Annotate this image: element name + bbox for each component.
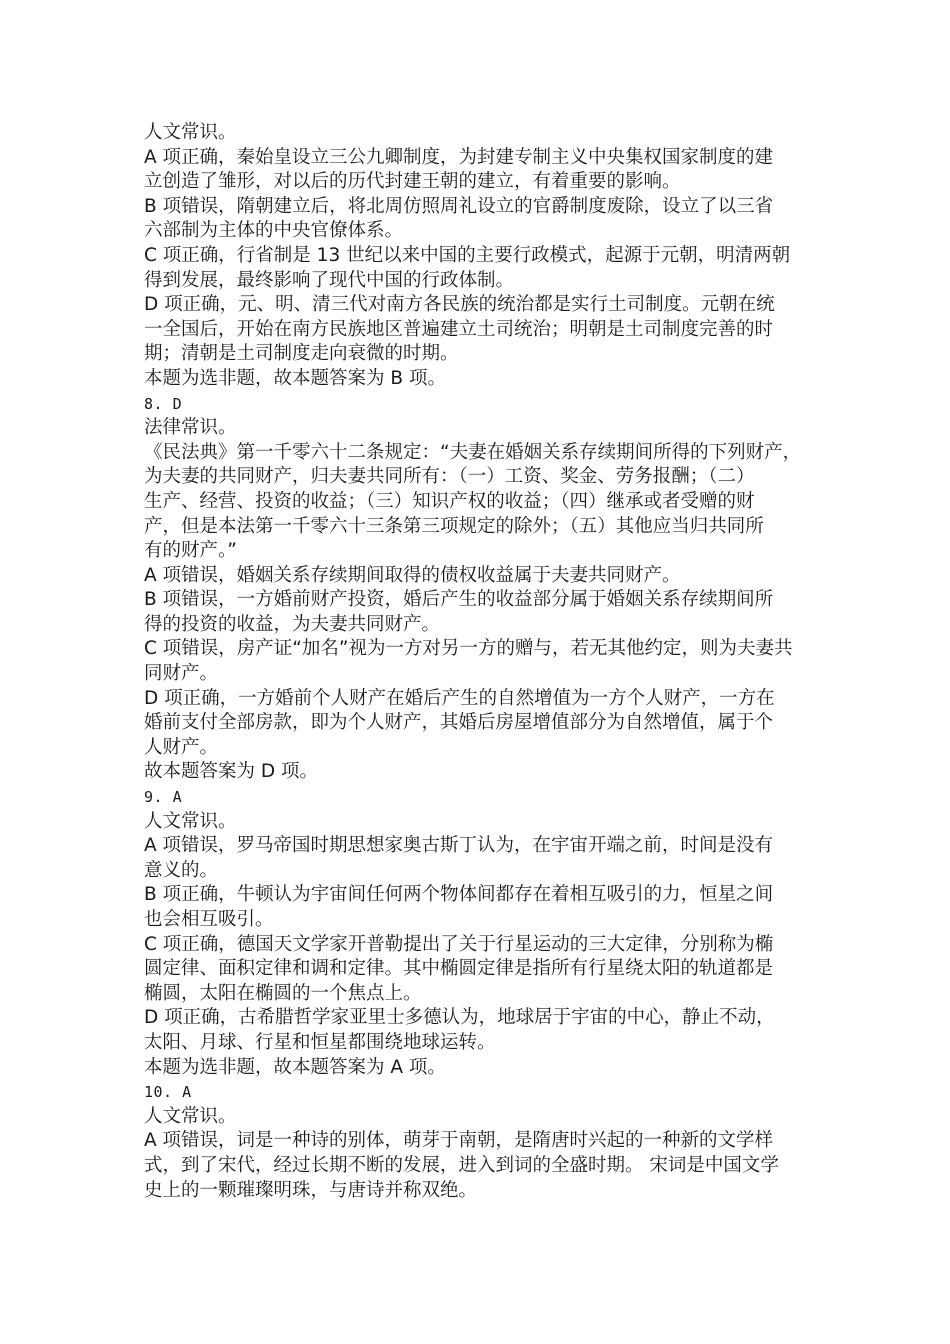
text-line: 《民法典》第一千零六十二条规定：“夫妻在婚姻关系存续期间所得的下列财产，: [144, 441, 802, 463]
text-line: 立创造了雏形，对以后的历代封建王朝的建立，有着重要的影响。: [144, 171, 681, 193]
text-line: 同财产。: [144, 663, 219, 685]
text-line: A 项错误，罗马帝国时期思想家奥古斯丁认为，在宇宙开端之前，时间是没有: [144, 835, 774, 857]
text-line: A 项正确，秦始皇设立三公九卿制度，为封建专制主义中央集权国家制度的建: [144, 146, 774, 168]
text-line: B 项正确，牛顿认为宇宙间任何两个物体间都存在着相互吸引的力，恒星之间: [144, 884, 774, 906]
text-line: 得的投资的收益，为夫妻共同财产。: [144, 613, 441, 635]
text-line: 生产、经营、投资的收益；（三）知识产权的收益；（四）继承或者受赠的财: [144, 490, 755, 512]
text-line: 本题为选非题，故本题答案为 B 项。: [144, 367, 446, 389]
text-line: 人文常识。: [144, 810, 237, 832]
text-line: B 项错误，一方婚前财产投资，婚后产生的收益部分属于婚姻关系存续期间所: [144, 589, 774, 611]
text-line: 意义的。: [144, 859, 219, 881]
text-line: 圆定律、面积定律和调和定律。其中椭圆定律是指所有行星绕太阳的轨道都是: [144, 958, 774, 980]
text-line: 六部制为主体的中央官僚体系。: [144, 220, 404, 242]
text-line: C 项正确，德国天文学家开普勒提出了关于行星运动的三大定律，分别称为椭: [144, 933, 774, 955]
text-line: 法律常识。: [144, 417, 237, 439]
text-line: C 项错误，房产证“加名”视为一方对另一方的赠与，若无其他约定，则为夫妻共: [144, 638, 793, 660]
text-line: 产，但是本法第一千零六十三条第三项规定的除外；（五）其他应当归共同所: [144, 515, 764, 537]
text-line: C 项正确，行省制是 13 世纪以来中国的主要行政模式，起源于元朝，明清两朝: [144, 244, 791, 266]
text-line: B 项错误，隋朝建立后，将北周仿照周礼设立的官爵制度废除，设立了以三省: [144, 195, 774, 217]
text-line: 得到发展，最终影响了现代中国的行政体制。: [144, 269, 515, 291]
question-number: 9. A: [144, 788, 183, 807]
text-line: A 项错误，婚姻关系存续期间取得的债权收益属于夫妻共同财产。: [144, 564, 681, 586]
text-line: 有的财产。”: [144, 540, 237, 562]
text-line: 人文常识。: [144, 122, 237, 143]
text-line: 本题为选非题，故本题答案为 A 项。: [144, 1056, 446, 1078]
text-line: D 项正确，元、明、清三代对南方各民族的统治都是实行土司制度。元朝在统: [144, 294, 775, 316]
question-number: 8. D: [144, 394, 183, 413]
text-line: 一全国后，开始在南方民族地区普遍建立土司统治；明朝是土司制度完善的时: [144, 318, 774, 340]
text-line: 人财产。: [144, 736, 219, 758]
question-number: 10. A: [144, 1083, 192, 1102]
text-line: 太阳、月球、行星和恒星都围绕地球运转。: [144, 1031, 496, 1053]
text-line: 故本题答案为 D 项。: [144, 761, 319, 783]
text-line: 式，到了宋代，经过长期不断的发展，进入到词的全盛时期。 宋词是中国文学: [144, 1154, 779, 1176]
text-line: A 项错误，词是一种诗的别体，萌芽于南朝，是隋唐时兴起的一种新的文学样: [144, 1130, 774, 1152]
text-line: 婚前支付全部房款，即为个人财产，其婚后房屋增值部分为自然增值，属于个: [144, 712, 774, 734]
text-line: 也会相互吸引。: [144, 909, 274, 930]
text-line: D 项正确，古希腊哲学家亚里士多德认为，地球居于宇宙的中心，静止不动，: [144, 1007, 775, 1029]
text-line: 人文常识。: [144, 1105, 237, 1127]
document-page: [144, 121, 816, 1203]
text-line: D 项正确，一方婚前个人财产在婚后产生的自然增值为一方个人财产，一方在: [144, 687, 775, 709]
text-line: 椭圆，太阳在椭圆的一个焦点上。: [144, 982, 422, 1004]
text-line: 史上的一颗璀璨明珠，与唐诗并称双绝。: [144, 1179, 478, 1201]
text-line: 期；清朝是土司制度走向衰微的时期。: [144, 343, 459, 365]
text-line: 为夫妻的共同财产，归夫妻共同所有：（一）工资、奖金、劳务报酬；（二）: [144, 466, 755, 488]
